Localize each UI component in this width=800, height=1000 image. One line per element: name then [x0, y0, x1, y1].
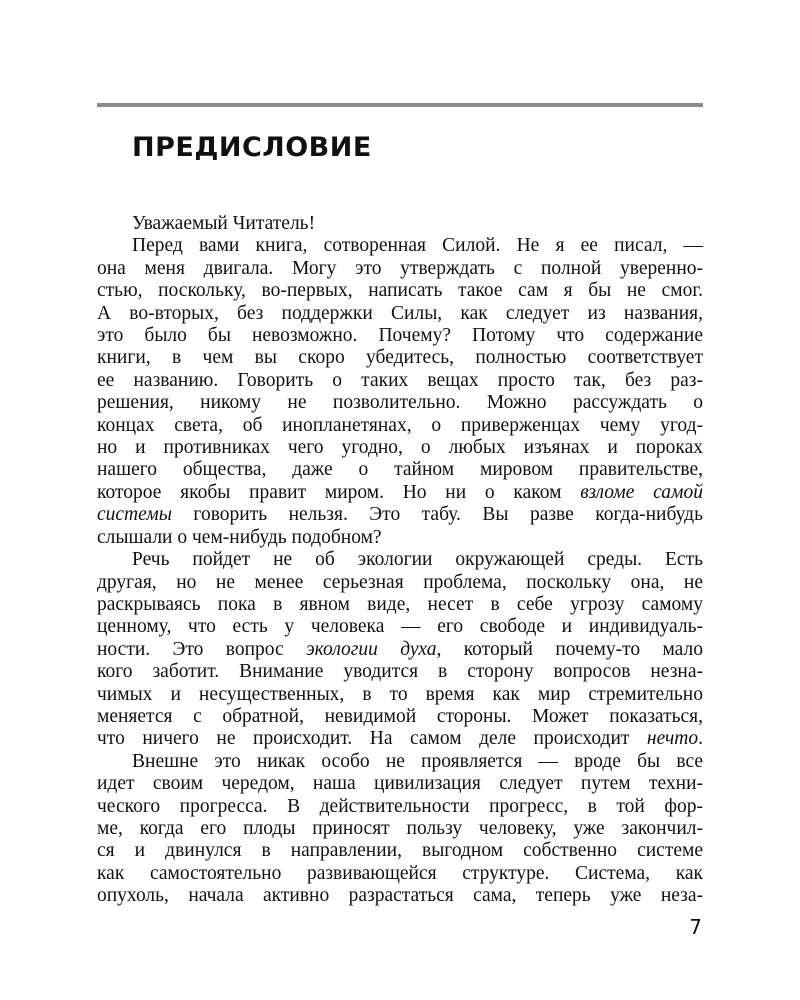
text-segment: меняется с обратной, невидимой стороны. Может показаться, [97, 705, 703, 727]
text-segment: А во-вторых, без поддержки Силы, как следует из названия, [97, 302, 703, 324]
text-segment: ценному, что есть у человека — его свободе и индивидуаль- [97, 616, 703, 638]
text-segment: которое якобы правит миром. Но ни о каком [97, 481, 581, 503]
text-line [97, 280, 703, 302]
text-segment: как самостоятельно развивающейся структуре. Система, как [97, 862, 703, 884]
text-line [97, 818, 703, 840]
text-segment: другая, но не менее серьезная проблема, поскольку она, не [97, 571, 703, 593]
text-segment: Речь пойдет не об экологии окружающей среды. Есть [132, 549, 703, 571]
text-line [97, 370, 703, 392]
text-line [97, 728, 703, 750]
text-line [97, 616, 703, 638]
text-segment: опухоль, начала активно разрастаться сама, теперь уже неза- [97, 885, 703, 907]
text-segment: ме, когда его плоды приносят пользу человеку, уже закончил- [97, 817, 703, 839]
text-segment: ческого прогресса. В действительности прогресс, в той фор- [97, 795, 703, 817]
text-line [97, 459, 703, 481]
text-line [97, 796, 703, 818]
text-line [97, 504, 703, 526]
text-segment: идет своим чередом, наша цивилизация следует путем техни- [97, 773, 703, 795]
page-number: 7 [689, 915, 702, 939]
text-line [97, 863, 703, 885]
text-segment: решения, никому не позволительно. Можно рассуждать о [97, 392, 703, 414]
text-segment: книги, в чем вы скоро убедитесь, полностью соответствует [97, 347, 703, 369]
text-segment: говорить нельзя. Это табу. Вы разве когда-нибудь [171, 504, 703, 526]
text-line [97, 594, 703, 616]
text-segment: она меня двигала. Могу это утверждать с полной уверенно- [97, 257, 703, 279]
text-segment: Уважаемый Читатель! [132, 213, 316, 234]
text-segment: концах света, об инопланетянах, о приверженцах чему угод- [97, 414, 703, 436]
text-line [97, 840, 703, 862]
italic-phrase: нечто [646, 728, 699, 750]
text-segment: что ничего не происходит. На самом деле происходит [97, 728, 647, 750]
text-segment: ся и двинулся в направлении, выгодном собственно системе [97, 840, 703, 862]
text-line [97, 639, 703, 661]
text-line [97, 213, 703, 235]
text-line [97, 751, 703, 773]
text-segment: , который почему-то мало [436, 638, 703, 660]
italic-phrase: экологии духа [306, 638, 437, 660]
text-segment: слышали о чем-нибудь подобном? [97, 526, 382, 548]
chapter-title: ПРЕДИСЛОВИЕ [132, 132, 372, 163]
text-segment: ее названию. Говорить о таких вещах просто так, без раз- [97, 369, 703, 391]
paragraph [97, 549, 703, 751]
text-segment: чимых и несущественных, в то время как мир стремительно [97, 683, 703, 705]
text-segment: нашего общества, даже о тайном мировом правительстве, [97, 459, 703, 481]
text-line [97, 347, 703, 369]
text-line [97, 235, 703, 257]
text-segment: но и противниках чего угодно, о любых изъянах и пороках [97, 437, 703, 459]
paragraph [97, 213, 703, 235]
top-rule [97, 103, 703, 107]
text-line [97, 773, 703, 795]
text-line [97, 392, 703, 414]
text-segment: Внешне это никак особо не проявляется — вроде бы все [132, 750, 703, 772]
text-line [97, 661, 703, 683]
italic-phrase: взломе самой [580, 481, 703, 503]
text-line [97, 572, 703, 594]
paragraph [97, 751, 703, 908]
text-line [97, 706, 703, 728]
text-segment: стью, поскольку, во-первых, написать такое сам я бы не смог. [97, 280, 703, 302]
italic-phrase: системы [97, 504, 172, 526]
text-line [97, 684, 703, 706]
text-line [97, 885, 703, 907]
text-line [97, 527, 703, 549]
text-segment: это было бы невозможно. Почему? Потому что содержание [97, 325, 703, 347]
text-segment: раскрываясь пока в явном виде, несет в себе угрозу самому [97, 593, 703, 615]
text-segment: ности. Это вопрос [97, 638, 307, 660]
text-segment: Перед вами книга, сотворенная Силой. Не я ее писал, — [132, 235, 703, 257]
body-text [97, 213, 703, 908]
text-line [97, 325, 703, 347]
text-line [97, 303, 703, 325]
text-segment: . [698, 728, 703, 750]
text-segment: кого заботит. Внимание уводится в сторону вопросов незна- [97, 661, 703, 683]
text-line [97, 258, 703, 280]
text-line [97, 482, 703, 504]
paragraph [97, 235, 703, 549]
text-line [97, 549, 703, 571]
text-line [97, 437, 703, 459]
text-line [97, 415, 703, 437]
